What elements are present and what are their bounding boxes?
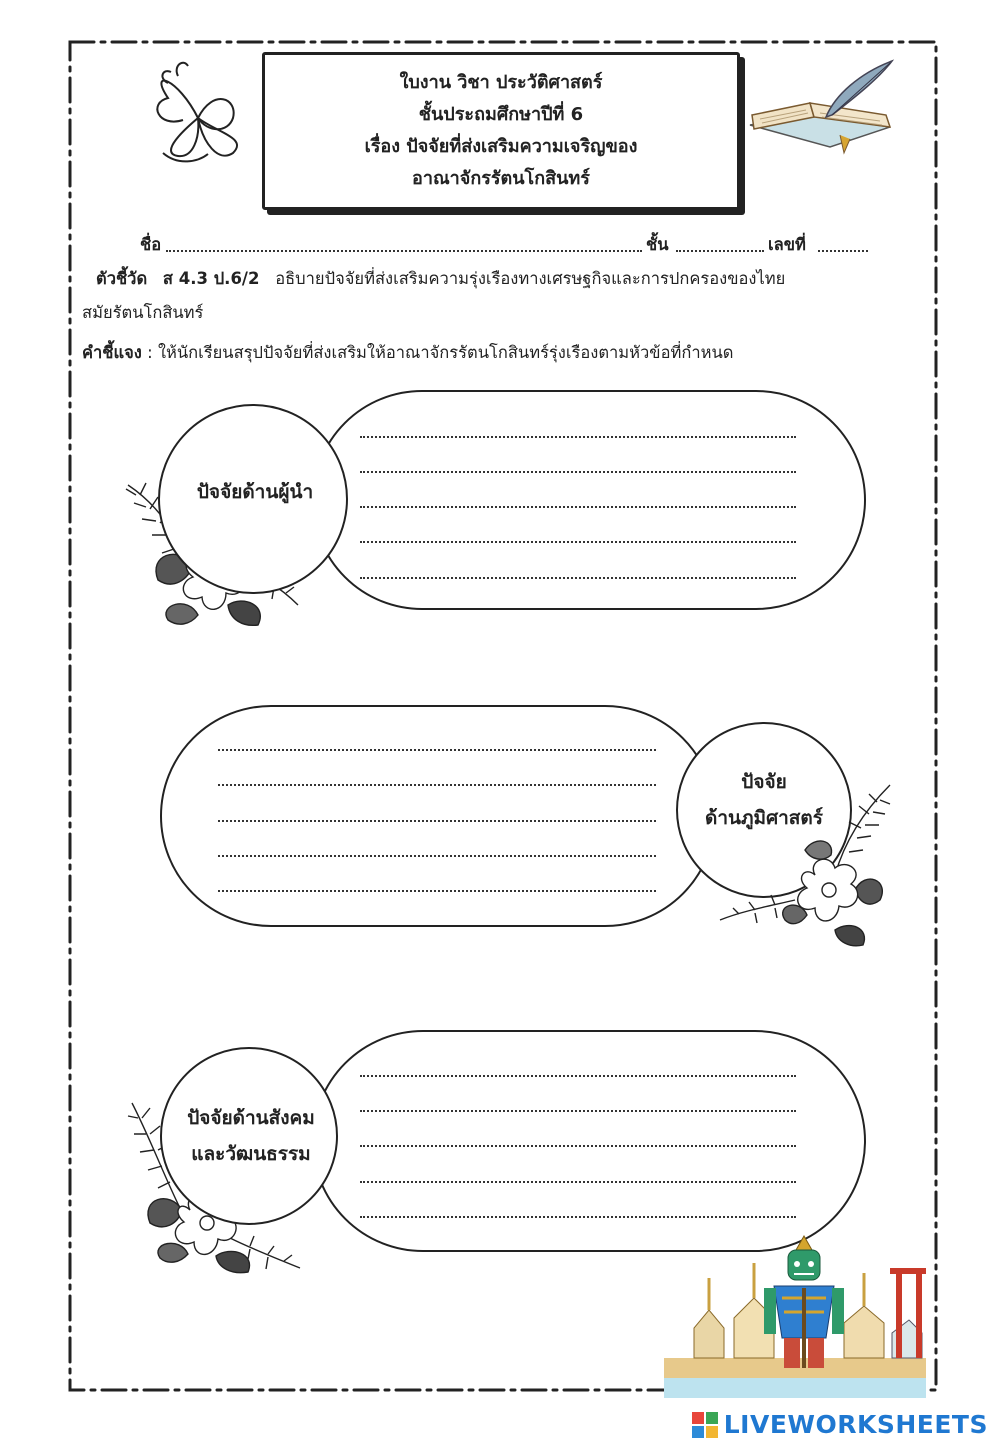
- indicator-code: ส 4.3 ป.6/2: [162, 269, 260, 288]
- indicator-text-continued: สมัยรัตนโกสินทร์: [82, 303, 204, 322]
- title-line-3: เรื่อง ปัจจัยที่ส่งเสริมความเจริญของ: [364, 136, 638, 157]
- topic-label-geography-line-2: ด้านภูมิศาสตร์: [705, 807, 823, 829]
- answer-field-geography-3[interactable]: [218, 805, 660, 823]
- answer-field-society-4[interactable]: [360, 1166, 800, 1184]
- instruction-separator: :: [147, 343, 153, 362]
- liveworksheets-logo-icon: [692, 1412, 720, 1438]
- instruction-text: ให้นักเรียนสรุปปัจจัยที่ส่งเสริมให้อาณาจักรรัตนโกสินทร์รุ่งเรืองตามหัวข้อที่กำหนด: [157, 343, 734, 362]
- instruction-line: [82, 340, 734, 366]
- answer-field-leader-3[interactable]: [360, 491, 800, 509]
- class-label: ชั้น: [646, 235, 669, 254]
- name-label: ชื่อ: [140, 235, 162, 254]
- instruction-label: คำชี้แจง: [82, 343, 142, 362]
- class-dotted-line: [676, 250, 764, 252]
- indicator-line: [96, 266, 785, 292]
- answer-field-society-3[interactable]: [360, 1130, 800, 1148]
- title-line-1: ใบงาน วิชา ประวัติศาสตร์: [399, 72, 603, 93]
- answer-field-geography-2[interactable]: [218, 769, 660, 787]
- book-quill-icon: [740, 55, 900, 165]
- answer-field-leader-4[interactable]: [360, 526, 800, 544]
- number-dotted-line: [818, 250, 868, 252]
- answer-field-society-2[interactable]: [360, 1095, 800, 1113]
- liveworksheets-logo[interactable]: [692, 1410, 988, 1439]
- answer-field-society-1[interactable]: [360, 1060, 800, 1078]
- answer-field-leader-2[interactable]: [360, 456, 800, 474]
- thai-temple-giant-illustration: [664, 1228, 926, 1398]
- answer-field-geography-5[interactable]: [218, 875, 660, 893]
- indicator-text: อธิบายปัจจัยที่ส่งเสริมความรุ่งเรืองทางเศรษฐกิจและการปกครองของไทย: [275, 269, 786, 288]
- title-line-4: อาณาจักรรัตนโกสินทร์: [412, 168, 590, 189]
- topic-label-society: [166, 1100, 336, 1172]
- indicator-label: ตัวชี้วัด: [96, 269, 148, 288]
- title-line-2: ชั้นประถมศึกษาปีที่ 6: [418, 104, 584, 125]
- liveworksheets-logo-text: LIVEWORKSHEETS: [723, 1410, 988, 1439]
- answer-field-leader-1[interactable]: [360, 421, 800, 439]
- name-dotted-line: [166, 250, 642, 252]
- answer-field-geography-1[interactable]: [218, 734, 660, 752]
- number-label: เลขที่: [768, 235, 806, 254]
- answer-field-society-5[interactable]: [360, 1201, 800, 1219]
- topic-label-leader-line-1: ปัจจัยด้านผู้นำ: [196, 481, 314, 503]
- butterfly-icon: [138, 58, 258, 168]
- topic-label-society-line-1: ปัจจัยด้านสังคม: [187, 1107, 315, 1129]
- topic-label-leader: [166, 474, 344, 510]
- title-box: [262, 52, 740, 210]
- topic-label-geography: [680, 764, 848, 836]
- answer-field-leader-5[interactable]: [360, 562, 800, 580]
- topic-label-geography-line-1: ปัจจัย: [741, 771, 787, 793]
- answer-field-geography-4[interactable]: [218, 840, 660, 858]
- topic-label-society-line-2: และวัฒนธรรม: [191, 1143, 311, 1165]
